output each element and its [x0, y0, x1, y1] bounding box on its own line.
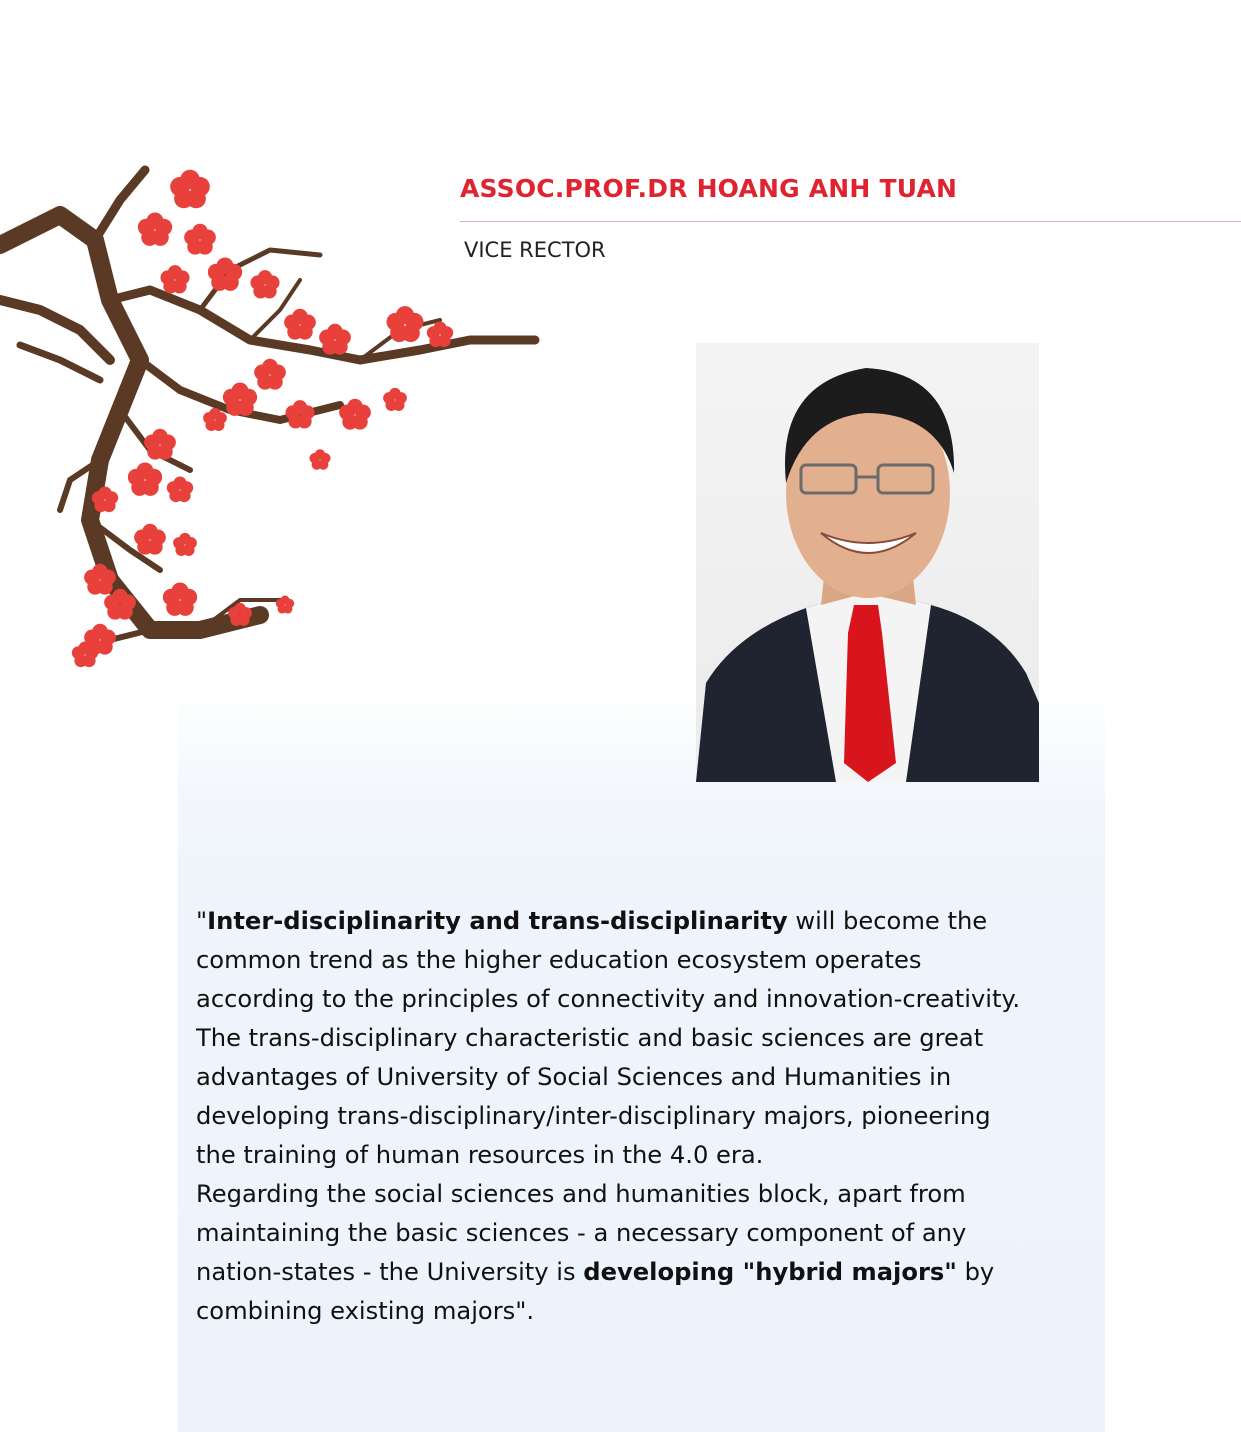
quote-line: developing trans-disciplinary/inter-disciplinary majors, pioneering	[196, 1102, 991, 1130]
quote-line: advantages of University of Social Sciences and Humanities in	[196, 1063, 952, 1091]
quote-line: the training of human resources in the 4.0 era.	[196, 1141, 764, 1169]
title-divider	[460, 221, 1241, 222]
quote-line: combining existing majors".	[196, 1297, 535, 1325]
portrait-photo	[696, 343, 1039, 782]
quote-line: common trend as the higher education ecosystem operates	[196, 946, 922, 974]
person-role: VICE RECTOR	[464, 238, 606, 262]
quote-line: maintaining the basic sciences - a necessary component of any	[196, 1219, 967, 1247]
person-name: ASSOC.PROF.DR HOANG ANH TUAN	[460, 174, 958, 203]
quote-line: according to the principles of connectivity and innovation-creativity.	[196, 985, 1021, 1013]
quote-line: The trans-disciplinary characteristic and basic sciences are great	[196, 1024, 984, 1052]
quote-line: nation-states - the University is developing "hybrid majors" by	[196, 1258, 995, 1286]
quote-line: Regarding the social sciences and humanities block, apart from	[196, 1180, 966, 1208]
quote-line: "Inter-disciplinarity and trans-disciplinarity will become the	[196, 907, 988, 935]
quote-text	[196, 902, 1096, 1331]
